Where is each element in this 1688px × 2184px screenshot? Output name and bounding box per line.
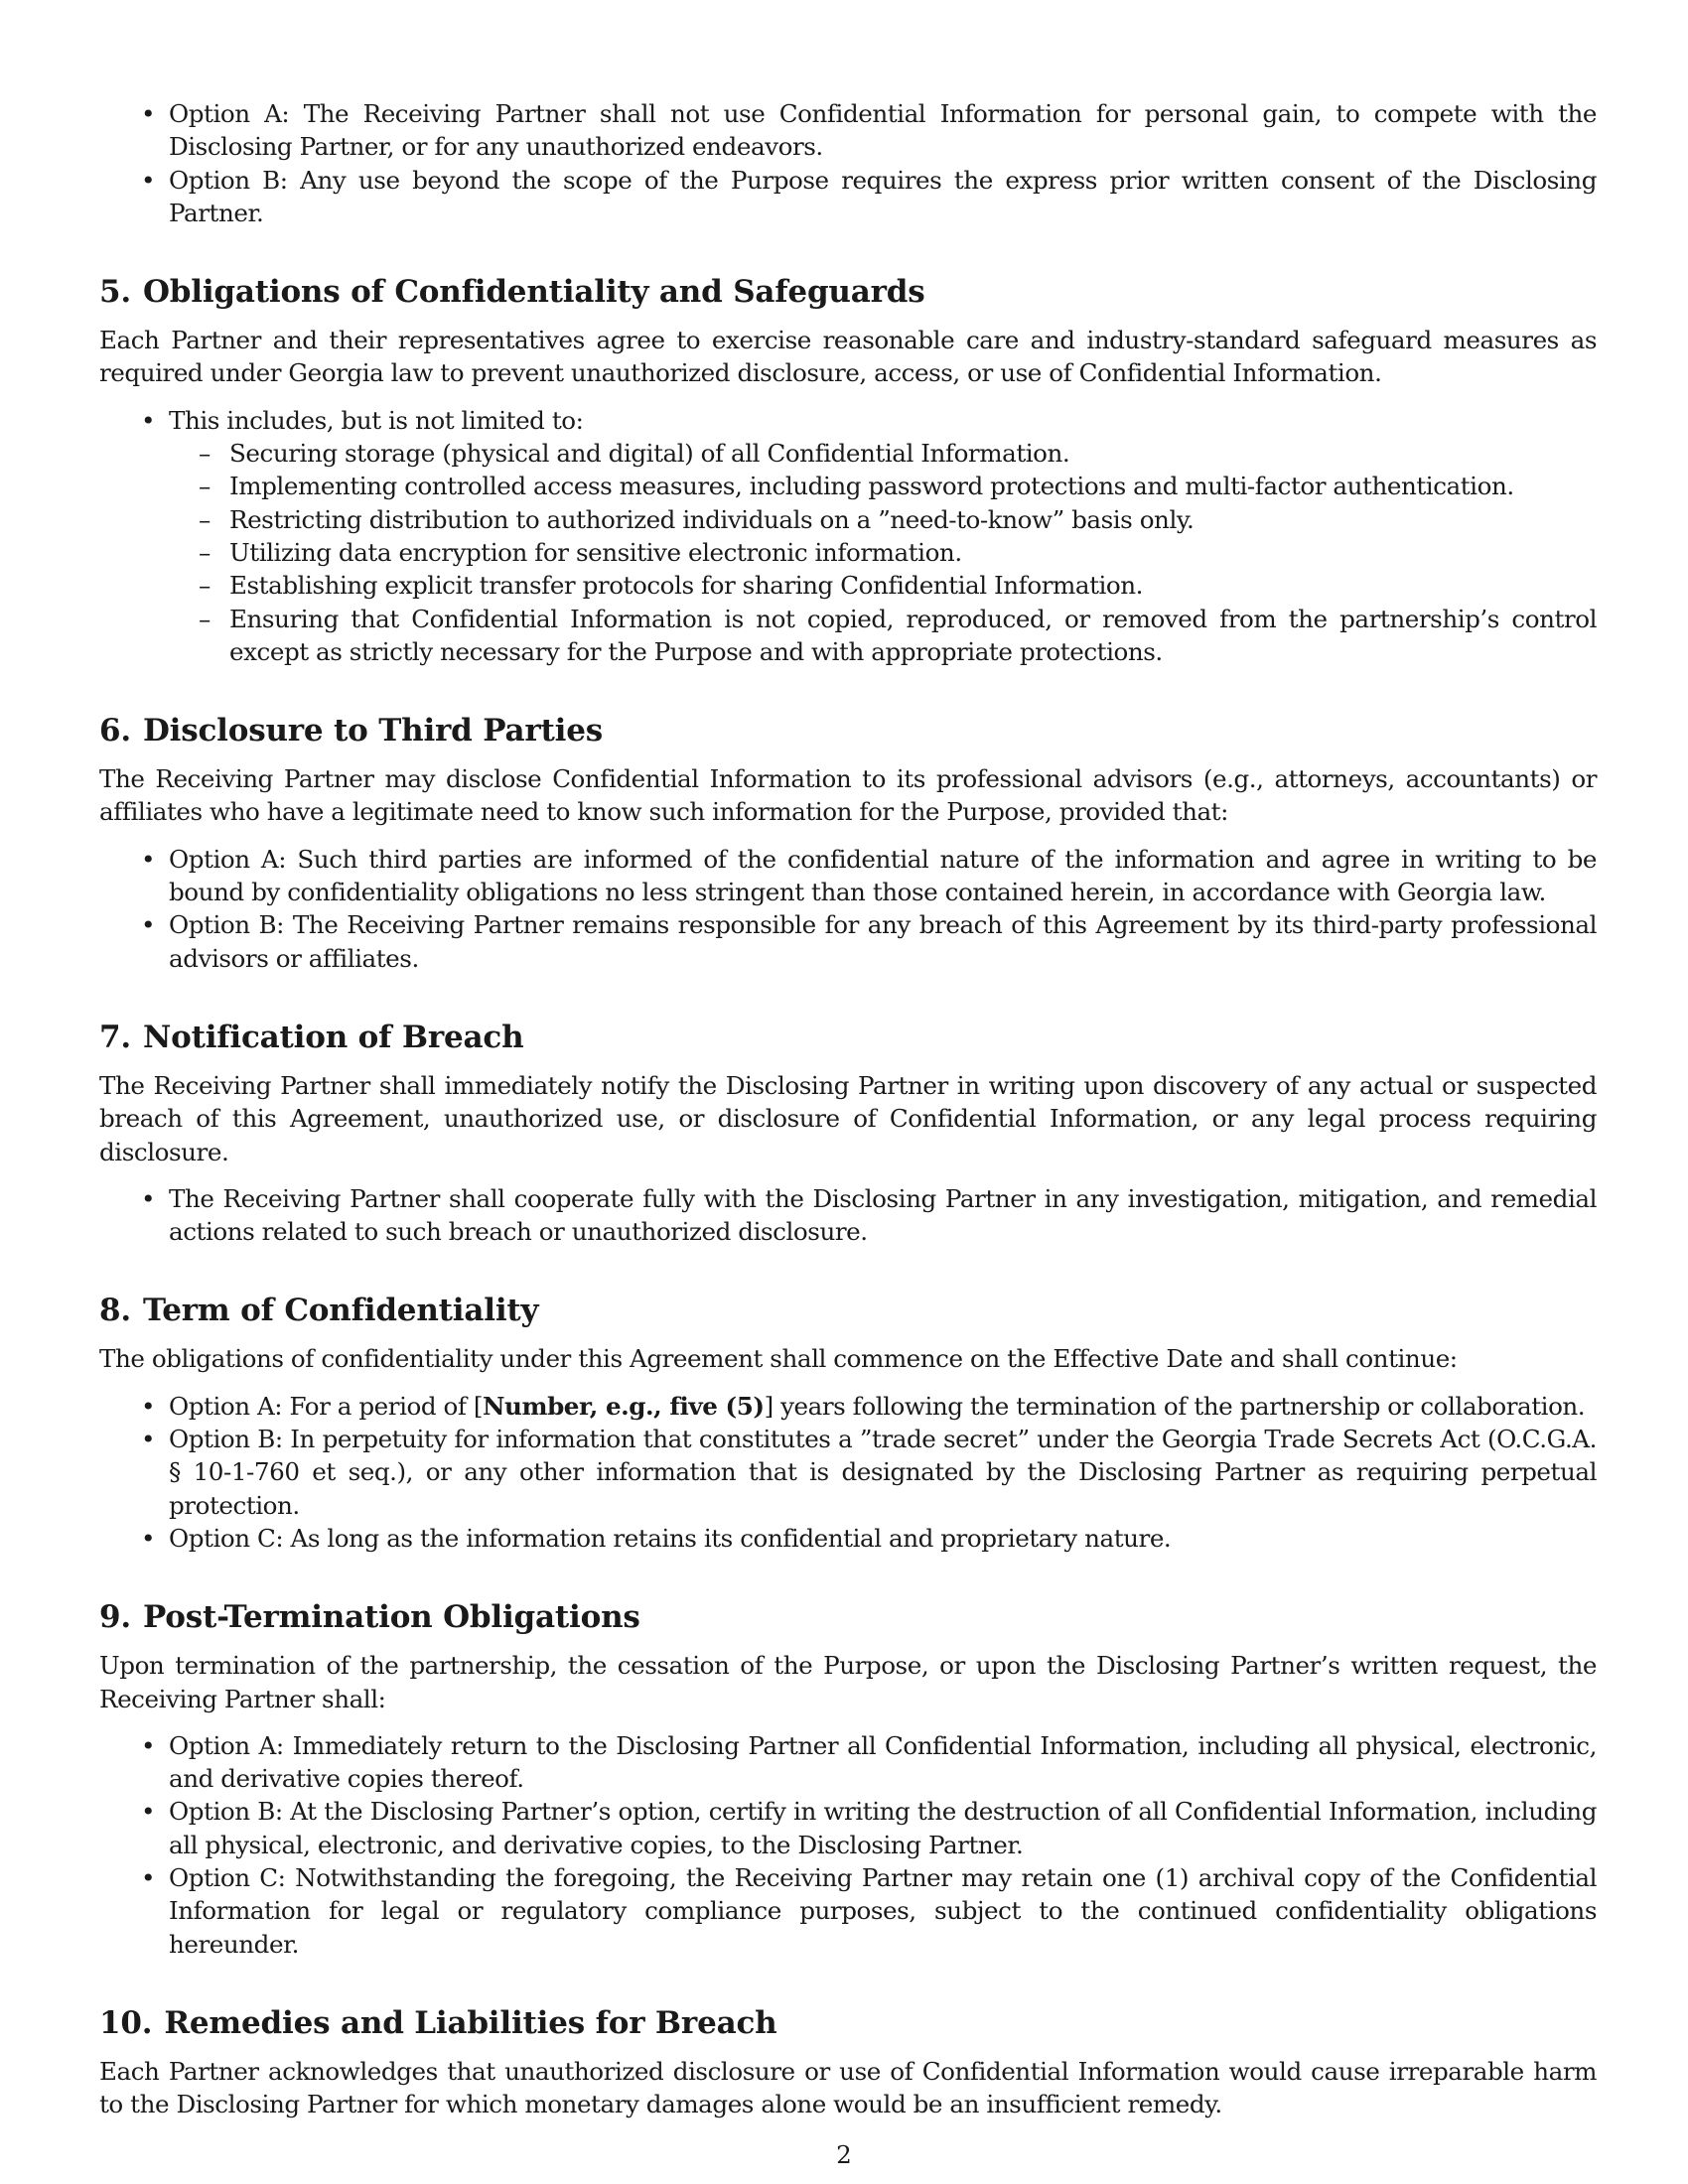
list-item: • The Receiving Partner shall cooperate fully with the Disclosing Partner in any investigation, mitigation, and remedial actions related to such breach or unauthorized disclosure. [99, 1182, 1597, 1249]
bullet-list [99, 1182, 1597, 1249]
section-number: 6. [99, 713, 131, 750]
section-number: 8. [99, 1293, 131, 1329]
sub-list-item: – Establishing explicit transfer protocols for sharing Confidential Information. [169, 569, 1597, 602]
sub-list-item: – Ensuring that Confidential Information is not copied, reproduced, or removed from the partnership’s control except as strictly necessary for the Purpose and with appropriate protections. [169, 603, 1597, 669]
bullet-list [99, 404, 1597, 668]
section-6 [99, 711, 1597, 975]
section-8 [99, 1291, 1597, 1555]
use-restriction-options [99, 97, 1597, 229]
section-heading [99, 1018, 1597, 1057]
list-item: • Option A: The Receiving Partner shall not use Confidential Information for personal gain, to compete with the Disclosing Partner, or for any unauthorized endeavors. [99, 97, 1597, 164]
list-item [99, 404, 1597, 668]
list-item: • Option A: Immediately return to the Disclosing Partner all Confidential Information, including all physical, electronic, and derivative copies thereof. [99, 1729, 1597, 1796]
section-heading [99, 1597, 1597, 1637]
list-item: • Option B: Any use beyond the scope of the Purpose requires the express prior written consent of the Disclosing Partner. [99, 164, 1597, 230]
section-number: 5. [99, 274, 131, 311]
list-item [99, 1390, 1597, 1423]
section-heading [99, 272, 1597, 312]
sub-list-item: – Implementing controlled access measures, including password protections and multi-factor authentication. [169, 470, 1597, 502]
section-title: Term of Confidentiality [142, 1293, 539, 1329]
section-title: Notification of Breach [142, 1019, 524, 1055]
section-number: 7. [99, 1019, 131, 1055]
section-title: Obligations of Confidentiality and Safeguards [142, 274, 925, 311]
section-number: 10. [99, 2004, 153, 2041]
list-item-text: This includes, but is not limited to: [169, 405, 584, 435]
placeholder-term: Number, e.g., five (5) [483, 1391, 765, 1421]
section-heading [99, 711, 1597, 751]
document-page [99, 97, 1597, 2120]
bullet-list [99, 1390, 1597, 1555]
section-7 [99, 1018, 1597, 1248]
bullet-list [99, 843, 1597, 975]
section-title: Post-Termination Obligations [142, 1599, 640, 1636]
section-paragraph: Each Partner acknowledges that unauthorized disclosure or use of Confidential Information would cause irreparable harm to the Disclosing Partner for which monetary damages alone would be an insufficient remedy. [99, 2056, 1597, 2119]
sub-list-item: – Securing storage (physical and digital) of all Confidential Information. [169, 437, 1597, 470]
list-item: • Option C: Notwithstanding the foregoing, the Receiving Partner may retain one (1) archival copy of the Confidential Information for legal or regulatory compliance purposes, subject to the continued confidentiality obligations hereunder. [99, 1861, 1597, 1961]
section-paragraph: The Receiving Partner shall immediately notify the Disclosing Partner in writing upon discovery of any actual or suspected breach of this Agreement, unauthorized use, or disclosure of Confidential Information, or any legal process requiring disclosure. [99, 1070, 1597, 1166]
section-paragraph: Upon termination of the partnership, the cessation of the Purpose, or upon the Disclosing Partner’s written request, the Receiving Partner shall: [99, 1651, 1597, 1713]
section-10 [99, 2003, 1597, 2121]
section-paragraph: Each Partner and their representatives agree to exercise reasonable care and industry-standard safeguard measures as required under Georgia law to prevent unauthorized disclosure, access, or use of Confidential Information. [99, 326, 1597, 388]
section-title: Remedies and Liabilities for Breach [164, 2004, 777, 2041]
list-item: • Option B: At the Disclosing Partner’s option, certify in writing the destruction of all Confidential Information, including all physical, electronic, and derivative copies, to the Disclosing Partner. [99, 1795, 1597, 1861]
list-item: • Option B: In perpetuity for information that constitutes a ”trade secret” under the Georgia Trade Secrets Act (O.C.G.A. § 10-1-760 et seq.), or any other information that is designated by the Disclosing Partner as requiring perpetual protection. [99, 1423, 1597, 1522]
sub-list-item: – Utilizing data encryption for sensitive electronic information. [169, 536, 1597, 569]
section-number: 9. [99, 1599, 131, 1636]
list-item: • Option A: Such third parties are informed of the confidential nature of the information and agree in writing to be bound by confidentiality obligations no less stringent than those contained herein, in accordance with Georgia law. [99, 843, 1597, 909]
section-paragraph: The Receiving Partner may disclose Confidential Information to its professional advisors (e.g., attorneys, accountants) or affiliates who have a legitimate need to know such information for the Purpose, provided that: [99, 764, 1597, 827]
section-paragraph: The obligations of confidentiality under this Agreement shall commence on the Effective Date and shall continue: [99, 1344, 1458, 1374]
list-item: • Option B: The Receiving Partner remains responsible for any breach of this Agreement by its third-party professional advisors or affiliates. [99, 908, 1597, 975]
bullet-list [99, 1729, 1597, 1961]
page-number: 2 [836, 2140, 852, 2169]
section-5 [99, 272, 1597, 668]
list-item: • Option C: As long as the information retains its confidential and proprietary nature. [99, 1522, 1597, 1555]
section-heading [99, 1291, 1597, 1330]
safeguards-sublist [169, 437, 1597, 668]
option-a-prefix: Option A: For a period of [ [169, 1391, 484, 1421]
sub-list-item: – Restricting distribution to authorized individuals on a ”need-to-know” basis only. [169, 503, 1597, 536]
section-9 [99, 1597, 1597, 1961]
option-a-suffix: ] years following the termination of the partnership or collaboration. [764, 1391, 1586, 1421]
section-title: Disclosure to Third Parties [142, 713, 603, 750]
section-heading [99, 2003, 1597, 2043]
